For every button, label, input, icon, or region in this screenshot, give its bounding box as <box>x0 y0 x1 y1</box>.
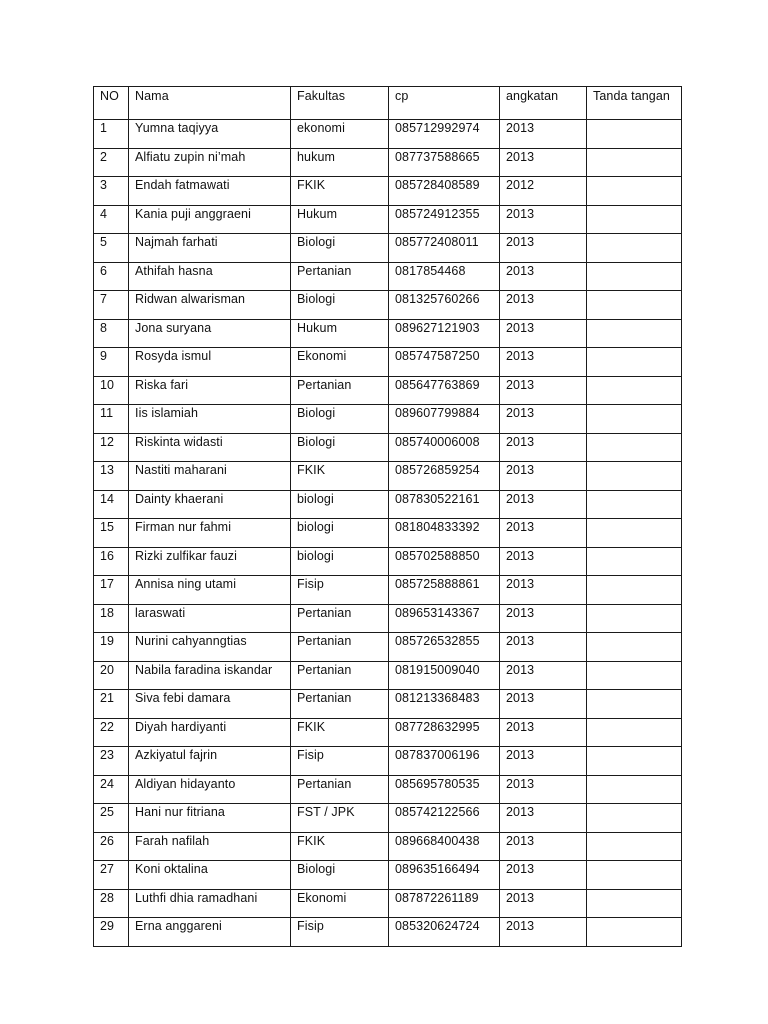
cell-angkatan: 2013 <box>500 205 587 234</box>
cell-tanda-tangan <box>587 832 682 861</box>
cell-fakultas: biologi <box>291 490 389 519</box>
table-row <box>94 661 682 690</box>
cell-nama: laraswati <box>129 604 291 633</box>
header-fakultas: Fakultas <box>291 87 389 120</box>
cell-nama: Azkiyatul fajrin <box>129 747 291 776</box>
cell-nama: Luthfi dhia ramadhani <box>129 889 291 918</box>
table-row <box>94 490 682 519</box>
table-row <box>94 177 682 206</box>
table-row <box>94 747 682 776</box>
table-row <box>94 576 682 605</box>
cell-fakultas: FKIK <box>291 832 389 861</box>
cell-angkatan: 2013 <box>500 262 587 291</box>
cell-angkatan: 2013 <box>500 718 587 747</box>
cell-cp: 085712992974 <box>389 120 500 149</box>
cell-tanda-tangan <box>587 690 682 719</box>
cell-nama: Iis islamiah <box>129 405 291 434</box>
cell-cp: 085742122566 <box>389 804 500 833</box>
cell-no: 1 <box>94 120 129 149</box>
cell-no: 13 <box>94 462 129 491</box>
cell-cp: 081804833392 <box>389 519 500 548</box>
cell-cp: 081325760266 <box>389 291 500 320</box>
cell-no: 6 <box>94 262 129 291</box>
table-row <box>94 319 682 348</box>
header-cp: cp <box>389 87 500 120</box>
cell-no: 23 <box>94 747 129 776</box>
cell-tanda-tangan <box>587 148 682 177</box>
cell-tanda-tangan <box>587 234 682 263</box>
cell-nama: Farah nafilah <box>129 832 291 861</box>
cell-no: 5 <box>94 234 129 263</box>
cell-nama: Endah fatmawati <box>129 177 291 206</box>
cell-no: 12 <box>94 433 129 462</box>
attendance-table <box>93 86 682 947</box>
cell-tanda-tangan <box>587 262 682 291</box>
cell-fakultas: FKIK <box>291 177 389 206</box>
cell-fakultas: Pertanian <box>291 262 389 291</box>
cell-nama: Koni oktalina <box>129 861 291 890</box>
cell-no: 21 <box>94 690 129 719</box>
cell-angkatan: 2013 <box>500 148 587 177</box>
cell-no: 27 <box>94 861 129 890</box>
cell-nama: Aldiyan hidayanto <box>129 775 291 804</box>
cell-no: 22 <box>94 718 129 747</box>
cell-angkatan: 2013 <box>500 661 587 690</box>
cell-no: 19 <box>94 633 129 662</box>
cell-cp: 087737588665 <box>389 148 500 177</box>
cell-cp: 089653143367 <box>389 604 500 633</box>
table-row <box>94 148 682 177</box>
cell-fakultas: Pertanian <box>291 690 389 719</box>
cell-fakultas: FKIK <box>291 462 389 491</box>
table-row <box>94 519 682 548</box>
cell-no: 3 <box>94 177 129 206</box>
cell-cp: 085728408589 <box>389 177 500 206</box>
header-nama: Nama <box>129 87 291 120</box>
cell-nama: Kania puji anggraeni <box>129 205 291 234</box>
table-row <box>94 348 682 377</box>
cell-nama: Alfiatu zupin ni’mah <box>129 148 291 177</box>
cell-cp: 085772408011 <box>389 234 500 263</box>
cell-cp: 085647763869 <box>389 376 500 405</box>
cell-angkatan: 2013 <box>500 889 587 918</box>
cell-cp: 085724912355 <box>389 205 500 234</box>
cell-no: 11 <box>94 405 129 434</box>
table-row <box>94 376 682 405</box>
cell-tanda-tangan <box>587 519 682 548</box>
cell-nama: Nabila faradina iskandar <box>129 661 291 690</box>
cell-angkatan: 2013 <box>500 234 587 263</box>
cell-fakultas: Biologi <box>291 234 389 263</box>
cell-cp: 089607799884 <box>389 405 500 434</box>
cell-cp: 089635166494 <box>389 861 500 890</box>
table-row <box>94 690 682 719</box>
cell-angkatan: 2013 <box>500 490 587 519</box>
header-no: NO <box>94 87 129 120</box>
cell-fakultas: biologi <box>291 519 389 548</box>
cell-fakultas: Fisip <box>291 918 389 947</box>
header-angkatan: angkatan <box>500 87 587 120</box>
cell-nama: Rosyda ismul <box>129 348 291 377</box>
cell-no: 9 <box>94 348 129 377</box>
cell-tanda-tangan <box>587 718 682 747</box>
table-row <box>94 262 682 291</box>
cell-fakultas: Ekonomi <box>291 348 389 377</box>
cell-no: 24 <box>94 775 129 804</box>
cell-cp: 089668400438 <box>389 832 500 861</box>
table-row <box>94 234 682 263</box>
cell-tanda-tangan <box>587 433 682 462</box>
cell-angkatan: 2013 <box>500 376 587 405</box>
cell-tanda-tangan <box>587 376 682 405</box>
cell-angkatan: 2013 <box>500 633 587 662</box>
cell-nama: Erna anggareni <box>129 918 291 947</box>
cell-tanda-tangan <box>587 861 682 890</box>
cell-angkatan: 2013 <box>500 804 587 833</box>
cell-fakultas: Biologi <box>291 433 389 462</box>
cell-cp: 087728632995 <box>389 718 500 747</box>
cell-tanda-tangan <box>587 804 682 833</box>
cell-tanda-tangan <box>587 661 682 690</box>
table-row <box>94 205 682 234</box>
table-row <box>94 775 682 804</box>
cell-nama: Siva febi damara <box>129 690 291 719</box>
cell-no: 28 <box>94 889 129 918</box>
table-row <box>94 291 682 320</box>
cell-angkatan: 2013 <box>500 747 587 776</box>
cell-fakultas: Fisip <box>291 747 389 776</box>
cell-tanda-tangan <box>587 604 682 633</box>
cell-tanda-tangan <box>587 120 682 149</box>
cell-nama: Riska fari <box>129 376 291 405</box>
cell-fakultas: Pertanian <box>291 661 389 690</box>
cell-fakultas: hukum <box>291 148 389 177</box>
cell-no: 15 <box>94 519 129 548</box>
cell-tanda-tangan <box>587 547 682 576</box>
cell-no: 16 <box>94 547 129 576</box>
header-tanda-tangan: Tanda tangan <box>587 87 682 120</box>
cell-no: 4 <box>94 205 129 234</box>
cell-nama: Rizki zulfikar fauzi <box>129 547 291 576</box>
cell-fakultas: Pertanian <box>291 376 389 405</box>
cell-fakultas: Pertanian <box>291 633 389 662</box>
cell-tanda-tangan <box>587 889 682 918</box>
cell-no: 2 <box>94 148 129 177</box>
cell-angkatan: 2013 <box>500 462 587 491</box>
cell-cp: 089627121903 <box>389 319 500 348</box>
cell-cp: 081915009040 <box>389 661 500 690</box>
cell-nama: Najmah farhati <box>129 234 291 263</box>
cell-angkatan: 2012 <box>500 177 587 206</box>
table-row <box>94 718 682 747</box>
cell-angkatan: 2013 <box>500 861 587 890</box>
table-row <box>94 832 682 861</box>
cell-angkatan: 2013 <box>500 576 587 605</box>
cell-no: 8 <box>94 319 129 348</box>
cell-tanda-tangan <box>587 633 682 662</box>
cell-no: 20 <box>94 661 129 690</box>
cell-no: 26 <box>94 832 129 861</box>
table-row <box>94 462 682 491</box>
cell-nama: Ridwan alwarisman <box>129 291 291 320</box>
cell-no: 10 <box>94 376 129 405</box>
cell-cp: 085702588850 <box>389 547 500 576</box>
cell-nama: Diyah hardiyanti <box>129 718 291 747</box>
cell-tanda-tangan <box>587 177 682 206</box>
cell-cp: 085740006008 <box>389 433 500 462</box>
cell-nama: Hani nur fitriana <box>129 804 291 833</box>
cell-fakultas: Biologi <box>291 405 389 434</box>
cell-tanda-tangan <box>587 405 682 434</box>
cell-tanda-tangan <box>587 205 682 234</box>
cell-angkatan: 2013 <box>500 547 587 576</box>
table-row <box>94 804 682 833</box>
cell-cp: 085726532855 <box>389 633 500 662</box>
cell-nama: Firman nur fahmi <box>129 519 291 548</box>
cell-tanda-tangan <box>587 576 682 605</box>
cell-fakultas: FST / JPK <box>291 804 389 833</box>
cell-cp: 081213368483 <box>389 690 500 719</box>
table-row <box>94 633 682 662</box>
cell-fakultas: Biologi <box>291 861 389 890</box>
cell-nama: Athifah hasna <box>129 262 291 291</box>
cell-no: 14 <box>94 490 129 519</box>
cell-fakultas: ekonomi <box>291 120 389 149</box>
cell-angkatan: 2013 <box>500 604 587 633</box>
cell-fakultas: Pertanian <box>291 775 389 804</box>
cell-nama: Riskinta widasti <box>129 433 291 462</box>
cell-no: 18 <box>94 604 129 633</box>
cell-angkatan: 2013 <box>500 291 587 320</box>
cell-cp: 085695780535 <box>389 775 500 804</box>
cell-cp: 0817854468 <box>389 262 500 291</box>
cell-tanda-tangan <box>587 319 682 348</box>
cell-nama: Annisa ning utami <box>129 576 291 605</box>
table-row <box>94 433 682 462</box>
table-row <box>94 861 682 890</box>
cell-fakultas: Hukum <box>291 319 389 348</box>
table-row <box>94 405 682 434</box>
cell-tanda-tangan <box>587 747 682 776</box>
cell-angkatan: 2013 <box>500 433 587 462</box>
cell-angkatan: 2013 <box>500 519 587 548</box>
table-header <box>94 87 682 120</box>
cell-fakultas: Ekonomi <box>291 889 389 918</box>
cell-fakultas: FKIK <box>291 718 389 747</box>
cell-cp: 087837006196 <box>389 747 500 776</box>
cell-cp: 085320624724 <box>389 918 500 947</box>
table-row <box>94 547 682 576</box>
cell-nama: Nastiti maharani <box>129 462 291 491</box>
cell-cp: 085747587250 <box>389 348 500 377</box>
cell-no: 17 <box>94 576 129 605</box>
cell-tanda-tangan <box>587 462 682 491</box>
cell-tanda-tangan <box>587 490 682 519</box>
cell-cp: 087872261189 <box>389 889 500 918</box>
cell-tanda-tangan <box>587 775 682 804</box>
cell-nama: Nurini cahyanngtias <box>129 633 291 662</box>
cell-angkatan: 2013 <box>500 918 587 947</box>
cell-angkatan: 2013 <box>500 120 587 149</box>
cell-cp: 087830522161 <box>389 490 500 519</box>
cell-cp: 085726859254 <box>389 462 500 491</box>
cell-fakultas: Hukum <box>291 205 389 234</box>
cell-no: 7 <box>94 291 129 320</box>
table-row <box>94 918 682 947</box>
cell-fakultas: Biologi <box>291 291 389 320</box>
cell-no: 25 <box>94 804 129 833</box>
cell-nama: Jona suryana <box>129 319 291 348</box>
cell-angkatan: 2013 <box>500 690 587 719</box>
cell-fakultas: biologi <box>291 547 389 576</box>
table-row <box>94 889 682 918</box>
cell-tanda-tangan <box>587 918 682 947</box>
cell-no: 29 <box>94 918 129 947</box>
cell-tanda-tangan <box>587 348 682 377</box>
cell-fakultas: Fisip <box>291 576 389 605</box>
cell-tanda-tangan <box>587 291 682 320</box>
table-row <box>94 120 682 149</box>
table-row <box>94 604 682 633</box>
cell-angkatan: 2013 <box>500 348 587 377</box>
cell-angkatan: 2013 <box>500 405 587 434</box>
header-row <box>94 87 682 120</box>
cell-cp: 085725888861 <box>389 576 500 605</box>
table-body <box>94 120 682 947</box>
cell-angkatan: 2013 <box>500 319 587 348</box>
cell-nama: Dainty khaerani <box>129 490 291 519</box>
cell-fakultas: Pertanian <box>291 604 389 633</box>
cell-angkatan: 2013 <box>500 775 587 804</box>
cell-angkatan: 2013 <box>500 832 587 861</box>
cell-nama: Yumna taqiyya <box>129 120 291 149</box>
